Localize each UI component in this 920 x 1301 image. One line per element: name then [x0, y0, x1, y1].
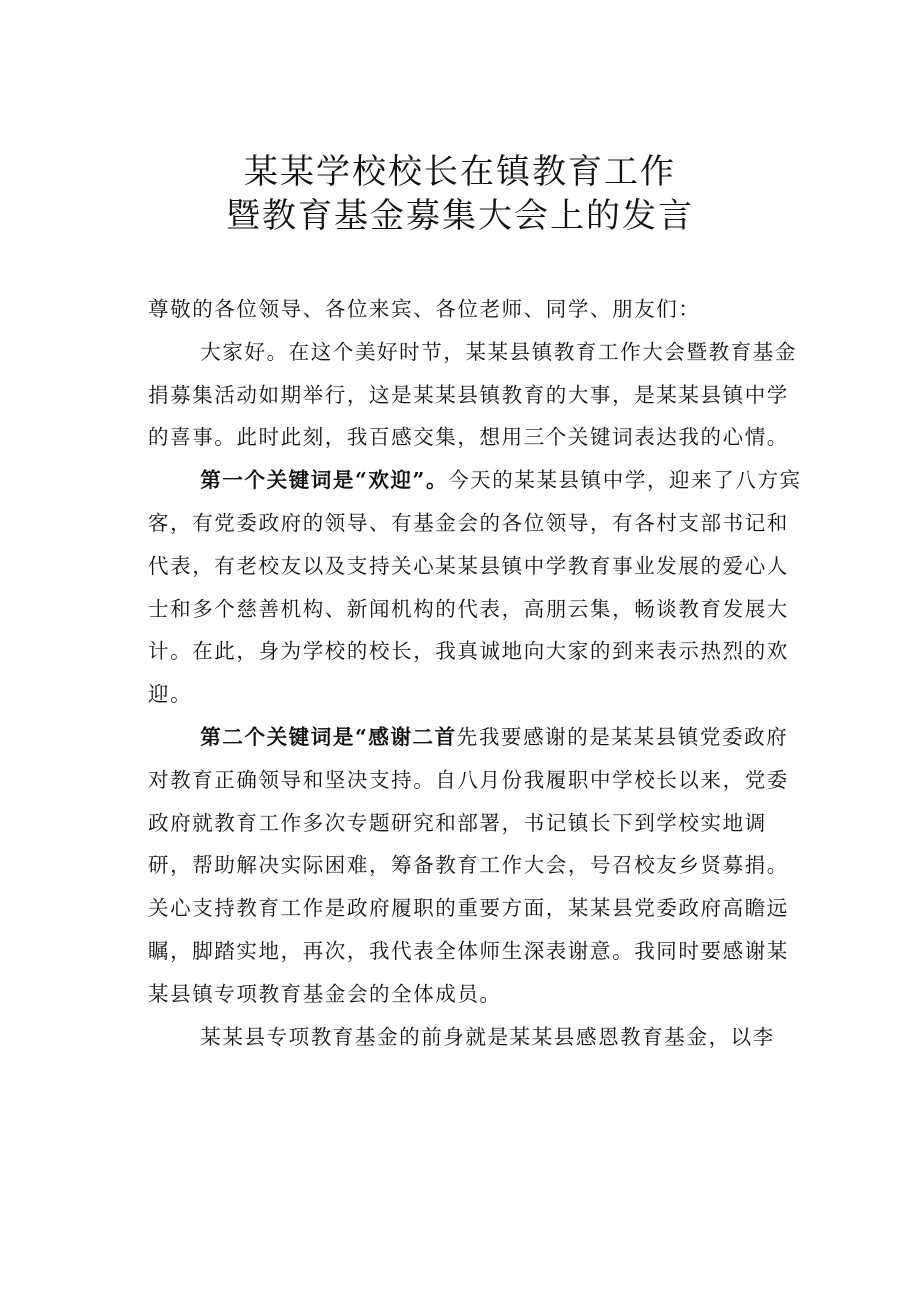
title-line-2: 暨教育基金募集大会上的发言 [226, 196, 694, 236]
paragraph-text: 大家好。在这个美好时节，某某县镇教育工作大会暨教育基金捐募集活动如期举行，这是某某县镇教育的大事，是某某县镇中学的喜事。此时此刻，我百感交集，想用三个关键词表达我的心情。 [148, 339, 797, 450]
keyword-thanks: 第二个关键词是“感谢二首 [200, 724, 457, 749]
salutation: 尊敬的各位领导、各位来宾、各位老师、同学、朋友们： [148, 297, 701, 321]
title-line-1: 某某学校校长在镇教育工作 [244, 152, 676, 192]
paragraph-text: 今天的某某县镇中学，迎来了八方宾客，有党委政府的领导、有基金会的各位领导，有各村支部书记和代表，有老校友以及支持关心某某县镇中学教育事业发展的爱心人士和多个慈善机构、新闻机构的代表，高朋云集，畅谈教育发展大计。在此，身为学校的校长，我真诚地向大家的到来表示热烈的欢迎。 [148, 468, 802, 707]
paragraph-welcome [148, 459, 808, 716]
speech-body [148, 288, 808, 1058]
paragraph-text: 先我要感谢的是某某县镇党委政府对教育正确领导和坚决支持。自八月份我履职中学校长以来，党委政府就教育工作多次专题研究和部署，书记镇长下到学校实地调研，帮助解决实际困难，筹备教育工作大会，号召校友乡贤募捐。关心支持教育工作是政府履职的重要方面，某某县党委政府高瞻远瞩，脚踏实地，再次，我代表全体师生深表谢意。我同时要感谢某某县镇专项教育基金会的全体成员。 [148, 724, 789, 1006]
speech-title [0, 150, 920, 238]
keyword-welcome: 第一个关键词是“欢迎”。 [200, 468, 449, 493]
paragraph-text: 某某县专项教育基金的前身就是某某县感恩教育基金，以李 [200, 1024, 775, 1049]
paragraph-fund [148, 1016, 808, 1059]
paragraph-greeting [148, 331, 808, 459]
paragraph-thanks [148, 716, 808, 1016]
